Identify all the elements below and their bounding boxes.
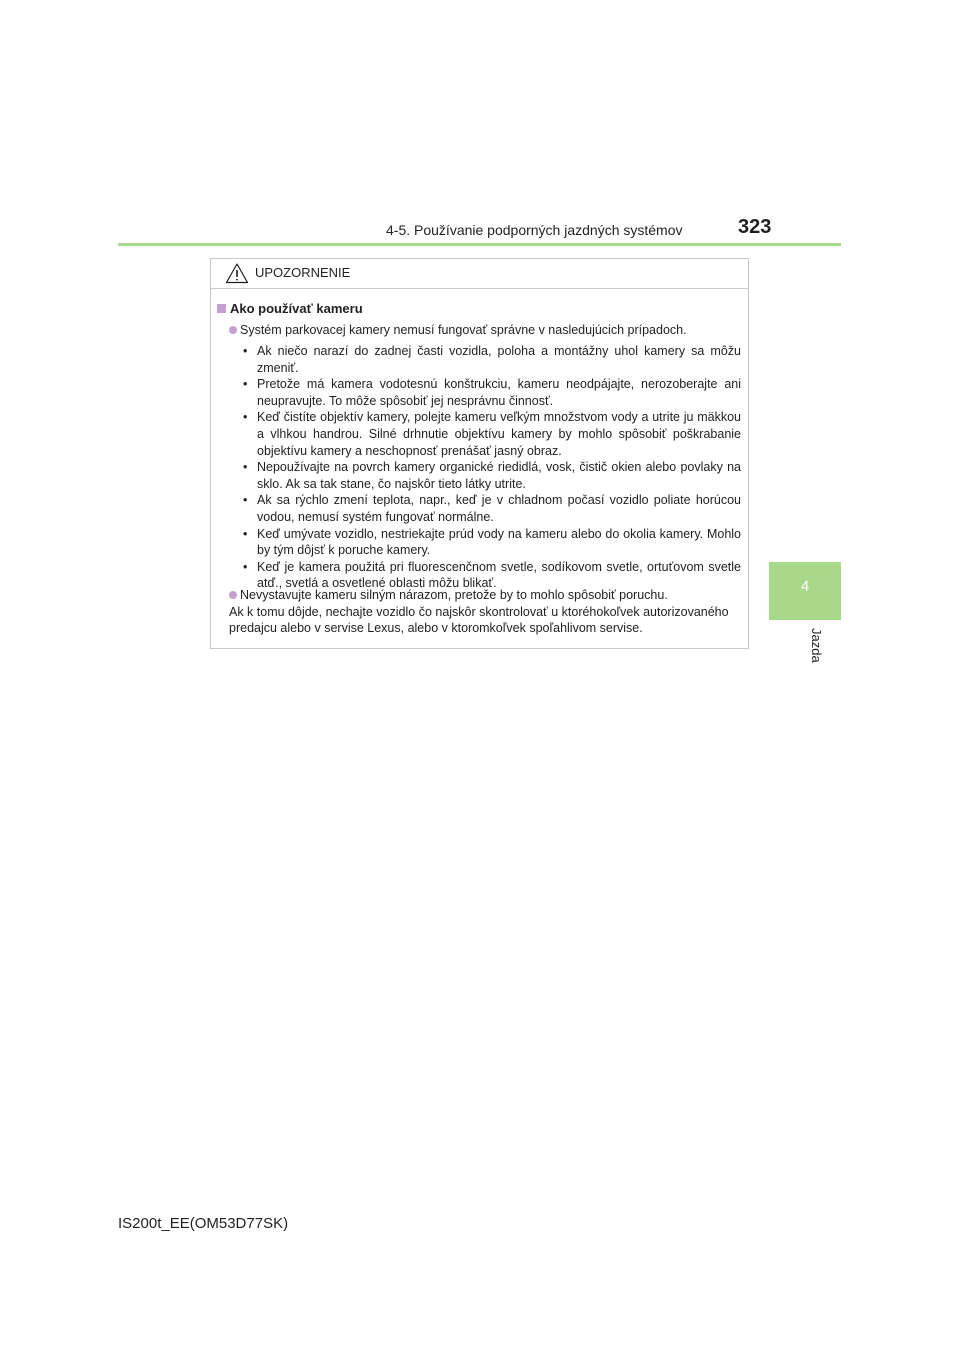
bullet-list: [241, 343, 741, 592]
circle-bullet-icon: [229, 326, 237, 334]
list-item: • Keď umývate vozidlo, nestriekajte prúd vody na kameru alebo do okolia kamery. Mohlo by tým dôjsť k poruche kamery.: [243, 526, 741, 558]
warning-triangle-icon: [225, 262, 249, 284]
damage-paragraph: [229, 587, 743, 637]
list-item: • Ak niečo narazí do zadnej časti vozidla, poloha a montážny uhol kamery sa môžu zmeniť.: [243, 344, 741, 375]
page-number: 323: [738, 216, 772, 238]
chapter-label: Jazda: [809, 628, 824, 663]
running-header: 4-5. Používanie podporných jazdných systémov: [386, 222, 683, 238]
damage-text-line1: Nevystavujte kameru silným nárazom, pretože by to mohlo spôsobiť poruchu.: [240, 588, 668, 602]
list-item: • Keď čistíte objektív kamery, polejte kameru veľkým množstvom vody a utrite ju mäkkou a vlhkou handrou. Silné drhnutie objektívu kamery by mohlo spôsobiť poškrabanie objektívu kamery a neschopnosť prenášať jasný obraz.: [243, 410, 741, 458]
list-item: • Keď je kamera použitá pri fluorescenčnom svetle, sodíkovom svetle, ortuťovom svetle atď., svetlá a osvetlené oblasti môžu blikať.: [243, 559, 741, 591]
warning-box: [210, 258, 749, 649]
chapter-tab: [769, 562, 841, 620]
square-bullet-icon: [217, 304, 226, 313]
list-item: • Ak sa rýchlo zmení teplota, napr., keď je v chladnom počasí vozidlo poliate horúcou vodou, nemusí systém fungovať normálne.: [243, 493, 741, 524]
list-item: • Nepoužívajte na povrch kamery organické riedidlá, vosk, čistič okien alebo povlaky na sklo. Ak sa tak stane, čo najskôr tieto látky utrite.: [243, 460, 741, 491]
intro-text: Systém parkovacej kamery nemusí fungovať správne v nasledujúcich prípadoch.: [240, 323, 687, 337]
section-title: [217, 301, 363, 316]
list-item: • Pretože má kamera vodotesnú konštrukciu, kameru neodpájajte, nerozoberajte ani neupravujte. To môže spôsobiť jej nesprávnu činnosť.: [243, 377, 741, 408]
intro-paragraph: [229, 322, 743, 339]
circle-bullet-icon: [229, 591, 237, 599]
damage-text-line2: Ak k tomu dôjde, nechajte vozidlo čo najskôr skontrolovať u ktoréhokoľvek autorizovaného predajcu alebo v servise Lexus, alebo v ktoromkoľvek spoľahlivom servise.: [229, 604, 729, 636]
warning-header: [211, 259, 748, 289]
model-code-footer: IS200t_EE(OM53D77SK): [118, 1215, 289, 1232]
warning-title: UPOZORNENIE: [255, 265, 351, 280]
header-rule: [118, 243, 841, 246]
chapter-number: 4: [800, 578, 810, 595]
section-title-text: Ako používať kameru: [230, 301, 363, 316]
